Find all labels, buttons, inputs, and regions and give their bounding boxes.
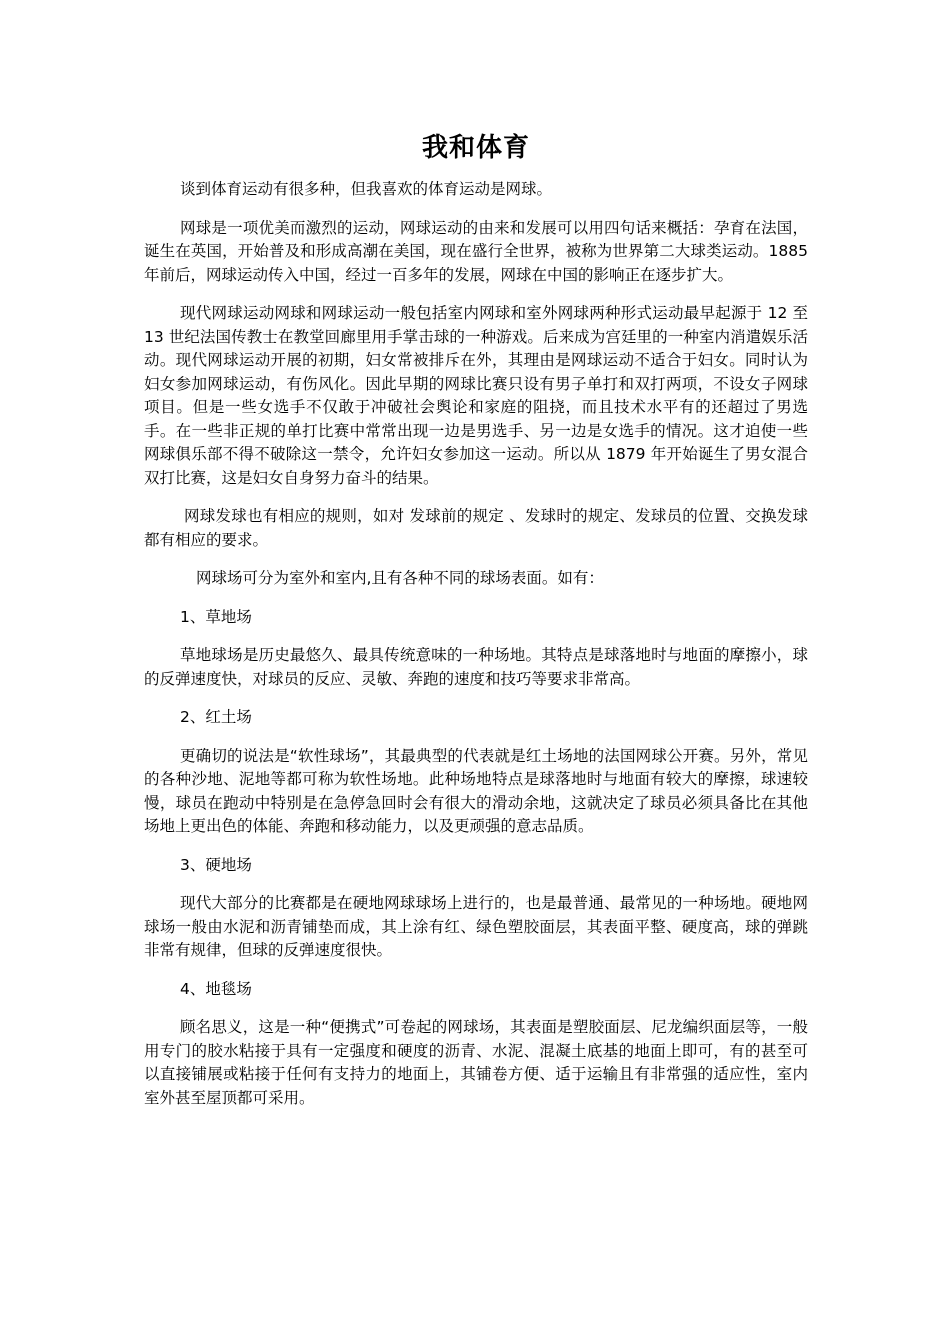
document-page <box>144 128 808 1125</box>
paragraph-grass-court: 草地球场是历史最悠久、最具传统意味的一种场地。其特点是球落地时与地面的摩擦小，球的反弹速度快，对球员的反应、灵敏、奔跑的速度和技巧等要求非常高。 <box>144 646 808 688</box>
heading-hard-court: 3、硬地场 <box>180 855 252 874</box>
paragraph-tennis-origin: 网球是一项优美而激烈的运动，网球运动的由来和发展可以用四句话来概括：孕育在法国，诞生在英国，开始普及和形成高潮在美国，现在盛行全世界，被称为世界第二大球类运动。1885 年前后，网球运动传入中国，经过一百多年的发展，网球在中国的影响正在逐步扩大。 <box>144 218 808 284</box>
heading-carpet-court: 4、地毯场 <box>180 979 252 998</box>
paragraph-court-types: 网球场可分为室外和室内,且有各种不同的球场表面。如有： <box>196 569 604 587</box>
heading-clay-court: 2、红土场 <box>180 708 252 726</box>
document-title: 我和体育 <box>421 133 530 163</box>
paragraph-hard-court: 现代大部分的比赛都是在硬地网球球场上进行的，也是最普通、最常见的一种场地。硬地网球场一般由水泥和沥青铺垫而成，其上涂有红、绿色塑胶面层，其表面平整、硬度高，球的弹跳非常有规律，但球的反弹速度很快。 <box>144 894 808 959</box>
paragraph-tennis-history: 现代网球运动网球和网球运动一般包括室内网球和室外网球两种形式运动最早起源于 12 至 13 世纪法国传教士在教堂回廊里用手掌击球的一种游戏。后来成为宫廷里的一种室内消遣娱乐活动。现代网球运动开展的初期，妇女常被排斥在外，其理由是网球运动不适合于妇女。同时认为妇女参加网球运动，有伤风化。因此早期的网球比赛只设有男子单打和双打两项，不设女子网球项目。但是一些女选手不仅敢于冲破社会舆论和家庭的阻挠，而且技术水平有的还超过了男选手。在一些非正规的单打比赛中常常出现一边是男选手、另一边是女选手的情况。这才迫使一些网球俱乐部不得不破除这一禁令，允许妇女参加这一运动。所以从 1879 年开始诞生了男女混合双打比赛，这是妇女自身努力奋斗的结果。 <box>144 304 808 487</box>
paragraph-carpet-court: 顾名思义，这是一种“便携式”可卷起的网球场，其表面是塑胶面层、尼龙编织面层等，一般用专门的胶水粘接于具有一定强度和硬度的沥青、水泥、混凝土底基的地面上即可，有的甚至可以直接铺展或粘接于任何有支持力的地面上，其铺卷方便、适于运输且有非常强的适应性，室内室外甚至屋顶都可采用。 <box>144 1018 808 1107</box>
heading-grass-court: 1、草地场 <box>180 607 252 626</box>
paragraph-intro: 谈到体育运动有很多种，但我喜欢的体育运动是网球。 <box>180 180 553 198</box>
paragraph-clay-court: 更确切的说法是“软性球场”，其最典型的代表就是红土场地的法国网球公开赛。另外，常见的各种沙地、泥地等都可称为软性场地。此种场地特点是球落地时与地面有较大的摩擦，球速较慢，球员在跑动中特别是在急停急回时会有很大的滑动余地，这就决定了球员必须具备比在其他场地上更出色的体能、奔跑和移动能力，以及更顽强的意志品质。 <box>144 746 808 835</box>
paragraph-serve-rules: 网球发球也有相应的规则，如对 发球前的规定 、发球时的规定、发球员的位置、交换发球都有相应的要求。 <box>144 507 808 549</box>
